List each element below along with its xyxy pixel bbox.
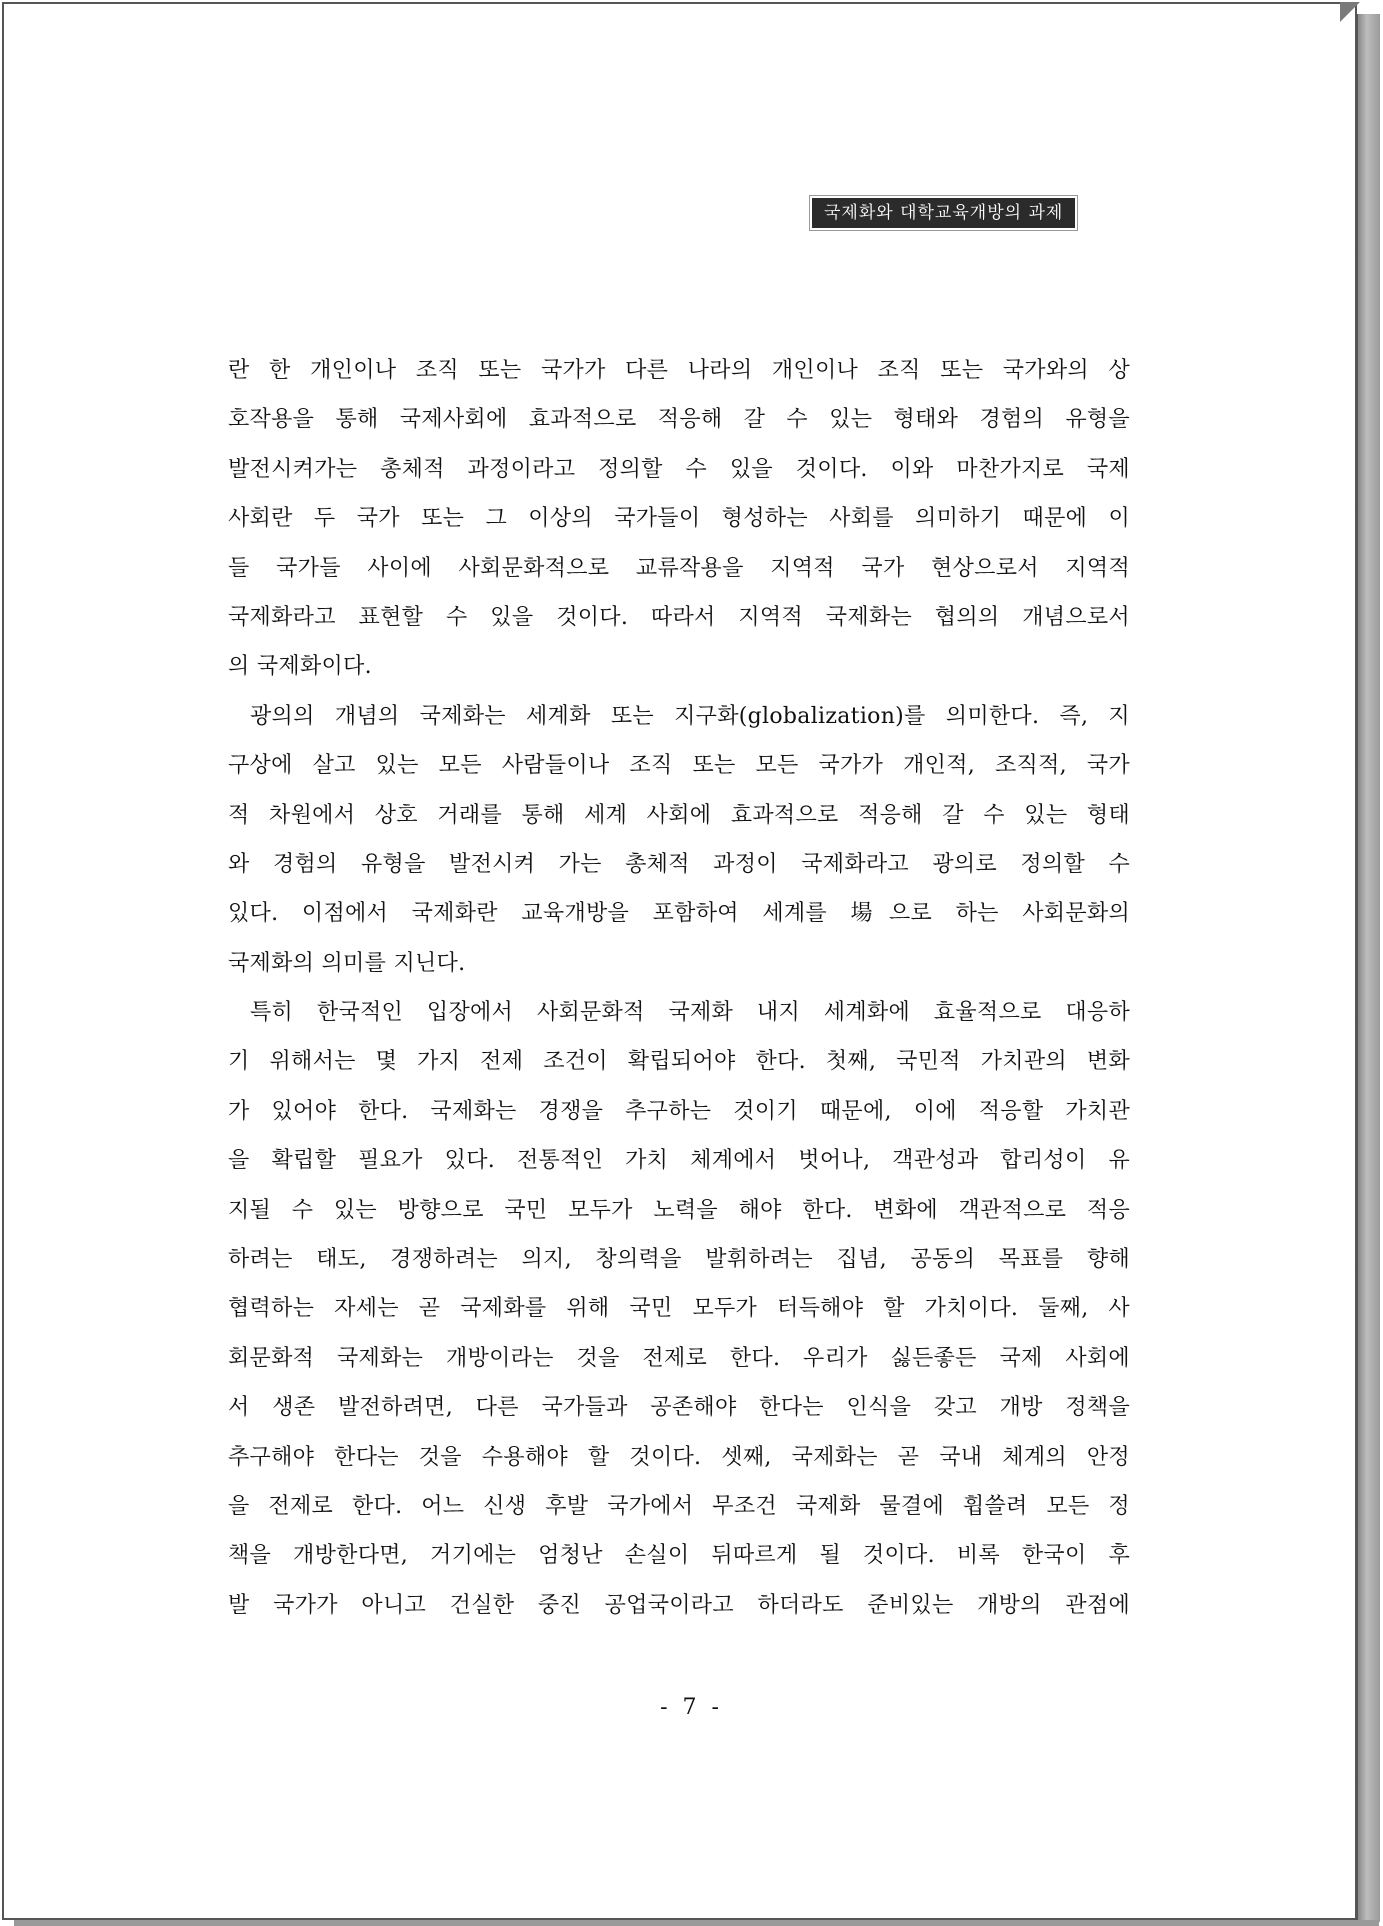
text-line: 을 확립할 필요가 있다. 전통적인 가치 체계에서 벗어나, 객관성과 합리성이 유 — [228, 1148, 1130, 1174]
text-line: 있다. 이점에서 국제화란 교육개방을 포함하여 세계를 場으로 하는 사회문화의 — [228, 901, 1130, 927]
text-line: 책을 개방한다면, 거기에는 엄청난 손실이 뒤따르게 될 것이다. 비록 한국이 후 — [228, 1543, 1130, 1569]
text-line: 의 국제화이다. — [228, 654, 372, 680]
text-line: 란 한 개인이나 조직 또는 국가가 다른 나라의 개인이나 조직 또는 국가와의 상 — [228, 358, 1130, 383]
text-line: 기 위해서는 몇 가지 전제 조건이 확립되어야 한다. 첫째, 국민적 가치관의 변화 — [228, 1049, 1130, 1075]
text-line: 회문화적 국제화는 개방이라는 것을 전제로 한다. 우리가 싫든좋든 국제 사회에 — [228, 1345, 1130, 1371]
text-line: 와 경험의 유형을 발전시켜 가는 총체적 과정이 국제화라고 광의로 정의할 수 — [228, 851, 1130, 877]
page-edge-shadow — [1357, 14, 1380, 1922]
text-line: 특히 한국적인 입장에서 사회문화적 국제화 내지 세계화에 효율적으로 대응하 — [250, 1000, 1130, 1026]
text-line: 발 국가가 아니고 건실한 중진 공업국이라고 하더라도 준비있는 개방의 관점에 — [228, 1592, 1130, 1618]
paragraph — [228, 346, 1130, 692]
text-line: 광의의 개념의 국제화는 세계화 또는 지구화(globalization)를 의미한다. 즉, 지 — [250, 703, 1130, 729]
text-line: 들 국가들 사이에 사회문화적으로 교류작용을 지역적 국가 현상으로서 지역적 — [228, 555, 1130, 581]
text-line: 협력하는 자세는 곧 국제화를 위해 국민 모두가 터득해야 할 가치이다. 둘째, 사 — [228, 1296, 1130, 1322]
text-line: 하려는 태도, 경쟁하려는 의지, 창의력을 발휘하려는 집념, 공동의 목표를 향해 — [228, 1247, 1130, 1273]
text-line: 가 있어야 한다. 국제화는 경쟁을 추구하는 것이기 때문에, 이에 적응할 가치관 — [228, 1098, 1130, 1124]
page-bottom-shadow — [14, 1920, 1379, 1926]
text-line: 서 생존 발전하려면, 다른 국가들과 공존해야 한다는 인식을 갖고 개방 정책을 — [228, 1395, 1130, 1421]
running-header-title: 국제화와 대학교육개방의 과제 — [812, 198, 1075, 228]
paragraph — [228, 988, 1130, 1630]
text-line: 지될 수 있는 방향으로 국민 모두가 노력을 해야 한다. 변화에 객관적으로 적응 — [228, 1197, 1130, 1223]
text-line: 국제화의 의미를 지닌다. — [228, 950, 466, 976]
body-text — [228, 346, 1130, 1630]
text-line: 추구해야 한다는 것을 수용해야 할 것이다. 셋째, 국제화는 곧 국내 체계의 안정 — [228, 1444, 1130, 1470]
text-line: 을 전제로 한다. 어느 신생 후발 국가에서 무조건 국제화 물결에 휩쓸려 모든 정 — [228, 1493, 1130, 1519]
text-line: 사회란 두 국가 또는 그 이상의 국가들이 형성하는 사회를 의미하기 때문에 이 — [228, 506, 1130, 532]
text-line: 국제화라고 표현할 수 있을 것이다. 따라서 지역적 국제화는 협의의 개념으로서 — [228, 604, 1130, 630]
text-line: 발전시켜가는 총체적 과정이라고 정의할 수 있을 것이다. 이와 마찬가지로 국제 — [228, 456, 1130, 482]
text-line: 구상에 살고 있는 모든 사람들이나 조직 또는 모든 국가가 개인적, 조직적, 국가 — [228, 753, 1130, 779]
text-line: 호작용을 통해 국제사회에 효과적으로 적응해 갈 수 있는 형태와 경험의 유형을 — [228, 407, 1130, 433]
paragraph — [228, 692, 1130, 988]
page-corner-fold — [1340, 2, 1360, 22]
text-line: 적 차원에서 상호 거래를 통해 세계 사회에 효과적으로 적응해 갈 수 있는 형태 — [228, 802, 1130, 828]
page-number: - 7 - — [660, 1695, 723, 1720]
